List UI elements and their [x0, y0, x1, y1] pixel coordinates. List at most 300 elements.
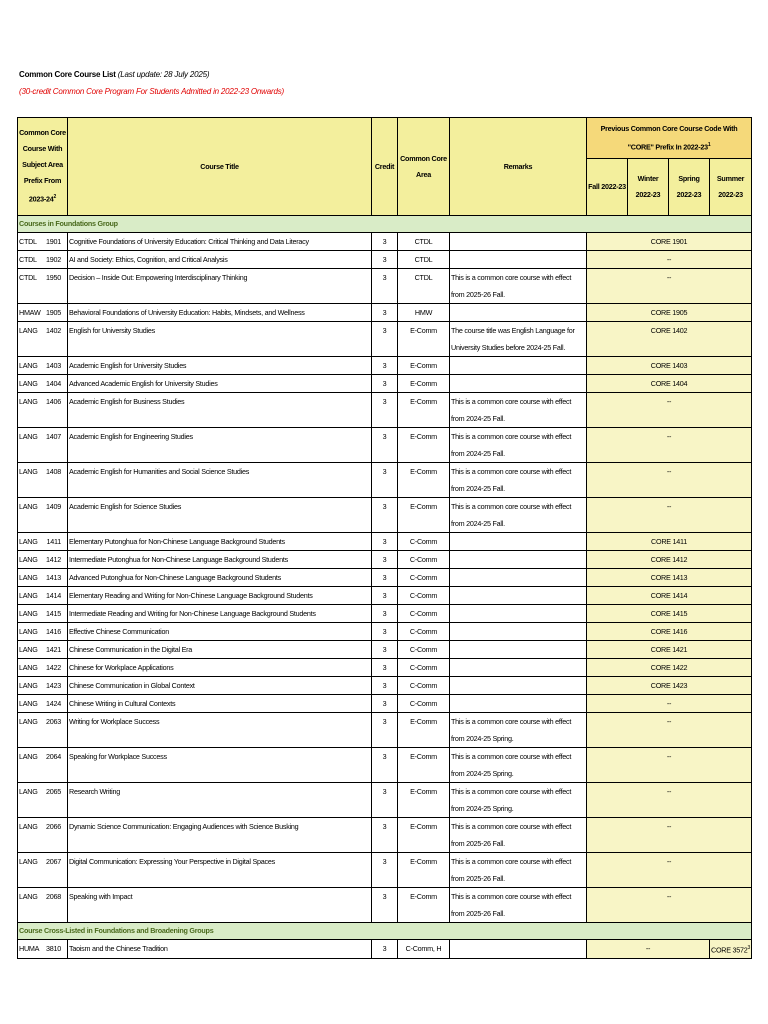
course-number: 1409 [46, 502, 61, 511]
course-title: Taoism and the Chinese Tradition [68, 940, 372, 959]
subject-prefix: LANG [19, 681, 38, 690]
course-number: 1408 [46, 467, 61, 476]
table-row [18, 677, 752, 695]
course-area: E-Comm [398, 428, 450, 463]
course-credit: 3 [372, 551, 398, 569]
course-area: E-Comm [398, 818, 450, 853]
course-number: 1950 [46, 273, 61, 282]
previous-core-code-summer [710, 940, 752, 959]
course-number: 1416 [46, 627, 61, 636]
course-remarks [450, 641, 587, 659]
subject-prefix: LANG [19, 555, 38, 564]
course-code-cell [18, 605, 68, 623]
course-number: 1905 [46, 308, 61, 317]
header-prev-text: Previous Common Core Course Code With "CORE" Prefix In 2022-23 [600, 123, 738, 152]
course-title: Advanced Putonghua for Non-Chinese Language Background Students [68, 569, 372, 587]
previous-core-code: -- [587, 713, 752, 748]
course-code-cell [18, 623, 68, 641]
course-area: C-Comm [398, 677, 450, 695]
course-credit: 3 [372, 853, 398, 888]
course-code [19, 357, 66, 374]
course-credit: 3 [372, 623, 398, 641]
table-row [18, 269, 752, 304]
course-code [19, 393, 66, 410]
course-code-cell [18, 888, 68, 923]
table-row [18, 375, 752, 393]
previous-core-code: -- [587, 818, 752, 853]
course-credit: 3 [372, 641, 398, 659]
course-credit: 3 [372, 713, 398, 748]
header-title: Course Title [68, 118, 372, 216]
previous-core-code: CORE 1423 [587, 677, 752, 695]
header-winter: Winter 2022-23 [628, 159, 669, 216]
subject-prefix: LANG [19, 591, 38, 600]
course-code-cell [18, 818, 68, 853]
course-number: 1412 [46, 555, 61, 564]
course-number: 2064 [46, 752, 61, 761]
document-subtitle: (30-credit Common Core Program For Students Admitted in 2022-23 Onwards) [19, 87, 284, 96]
group-row-crosslisted [18, 923, 752, 940]
previous-core-code: CORE 1901 [587, 233, 752, 251]
course-code-cell [18, 428, 68, 463]
course-title: Academic English for University Studies [68, 357, 372, 375]
course-number: 2065 [46, 787, 61, 796]
course-remarks [450, 233, 587, 251]
course-area: HMW [398, 304, 450, 322]
course-remarks [450, 375, 587, 393]
course-title: Chinese for Workplace Applications [68, 659, 372, 677]
header-credit: Credit [372, 118, 398, 216]
subject-prefix: LANG [19, 379, 38, 388]
course-code-cell [18, 587, 68, 605]
table-row [18, 713, 752, 748]
previous-core-code: -- [587, 251, 752, 269]
group-label-foundations: Courses in Foundations Group [18, 216, 752, 233]
course-code [19, 783, 66, 800]
course-code [19, 713, 66, 730]
course-code [19, 605, 66, 622]
previous-core-code: -- [587, 269, 752, 304]
previous-core-code: CORE 1416 [587, 623, 752, 641]
group-label-crosslisted: Course Cross-Listed in Foundations and Broadening Groups [18, 923, 752, 940]
course-code-cell [18, 375, 68, 393]
course-number: 1424 [46, 699, 61, 708]
course-code-cell [18, 269, 68, 304]
subject-prefix: LANG [19, 645, 38, 654]
course-credit: 3 [372, 233, 398, 251]
previous-core-code: -- [587, 783, 752, 818]
table-row [18, 605, 752, 623]
course-code-cell [18, 533, 68, 551]
table-row [18, 533, 752, 551]
course-code-cell [18, 551, 68, 569]
course-code [19, 533, 66, 550]
course-remarks [450, 605, 587, 623]
course-code-cell [18, 641, 68, 659]
previous-core-code: -- [587, 695, 752, 713]
subject-prefix: LANG [19, 432, 38, 441]
course-area: E-Comm [398, 375, 450, 393]
course-remarks: This is a common core course with effect from 2025-26 Fall. [450, 818, 587, 853]
course-code-cell [18, 940, 68, 959]
subject-prefix: CTDL [19, 237, 37, 246]
course-code [19, 428, 66, 445]
table-body [18, 216, 752, 959]
subject-prefix: LANG [19, 699, 38, 708]
course-code [19, 251, 66, 268]
subject-prefix: LANG [19, 787, 38, 796]
course-area: CTDL [398, 251, 450, 269]
subject-prefix: LANG [19, 609, 38, 618]
course-area: C-Comm [398, 641, 450, 659]
course-code-cell [18, 498, 68, 533]
course-remarks [450, 677, 587, 695]
course-code [19, 659, 66, 676]
course-area: C-Comm [398, 587, 450, 605]
course-credit: 3 [372, 375, 398, 393]
course-title: AI and Society: Ethics, Cognition, and Critical Analysis [68, 251, 372, 269]
course-code [19, 551, 66, 568]
table-row [18, 463, 752, 498]
header-spring: Spring 2022-23 [669, 159, 710, 216]
subject-prefix: LANG [19, 573, 38, 582]
course-area: E-Comm [398, 888, 450, 923]
table-row [18, 940, 752, 959]
summer-code-sup: 3 [747, 945, 751, 951]
course-credit: 3 [372, 533, 398, 551]
course-area: E-Comm [398, 393, 450, 428]
group-row-foundations [18, 216, 752, 233]
course-number: 1422 [46, 663, 61, 672]
course-number: 3810 [46, 944, 61, 953]
course-credit: 3 [372, 463, 398, 498]
course-area: C-Comm [398, 659, 450, 677]
table-row [18, 393, 752, 428]
header-row [18, 118, 752, 159]
course-title: Speaking for Workplace Success [68, 748, 372, 783]
course-remarks: This is a common core course with effect from 2024-25 Spring. [450, 783, 587, 818]
course-code-cell [18, 357, 68, 375]
previous-core-code: CORE 1421 [587, 641, 752, 659]
course-code [19, 940, 66, 957]
course-number: 1411 [46, 537, 61, 546]
course-area: C-Comm [398, 533, 450, 551]
subject-prefix: LANG [19, 663, 38, 672]
header-previous-code [587, 118, 752, 159]
header-code-text: Common Core Course With Subject Area Prefix From 2023-24 [19, 128, 66, 204]
subject-prefix: CTDL [19, 255, 37, 264]
course-code-cell [18, 569, 68, 587]
subject-prefix: CTDL [19, 273, 37, 282]
course-remarks [450, 569, 587, 587]
previous-core-code: CORE 1411 [587, 533, 752, 551]
header-code-sup: 2 [53, 194, 57, 201]
course-area: E-Comm [398, 748, 450, 783]
course-area: E-Comm [398, 498, 450, 533]
course-title: Decision – Inside Out: Empowering Interdisciplinary Thinking [68, 269, 372, 304]
course-title: Speaking with Impact [68, 888, 372, 923]
previous-core-code: CORE 1422 [587, 659, 752, 677]
course-code [19, 375, 66, 392]
course-code-cell [18, 748, 68, 783]
course-area: E-Comm [398, 853, 450, 888]
course-credit: 3 [372, 818, 398, 853]
course-credit: 3 [372, 748, 398, 783]
table-row [18, 357, 752, 375]
header-prev-sup: 1 [707, 141, 711, 148]
course-title: Cognitive Foundations of University Education: Critical Thinking and Data Literacy [68, 233, 372, 251]
course-number: 1406 [46, 397, 61, 406]
course-code [19, 677, 66, 694]
course-code [19, 587, 66, 604]
previous-core-code: -- [587, 888, 752, 923]
course-title: Academic English for Humanities and Social Science Studies [68, 463, 372, 498]
course-area: E-Comm [398, 463, 450, 498]
subject-prefix: LANG [19, 822, 38, 831]
previous-core-code: CORE 1413 [587, 569, 752, 587]
subject-prefix: LANG [19, 752, 38, 761]
subject-prefix: LANG [19, 467, 38, 476]
course-number: 2063 [46, 717, 61, 726]
table-row [18, 233, 752, 251]
course-code [19, 233, 66, 250]
course-remarks: This is a common core course with effect from 2025-26 Fall. [450, 853, 587, 888]
subject-prefix: LANG [19, 502, 38, 511]
course-code [19, 304, 66, 321]
course-number: 1413 [46, 573, 61, 582]
course-title: Digital Communication: Expressing Your Perspective in Digital Spaces [68, 853, 372, 888]
previous-core-code: CORE 1403 [587, 357, 752, 375]
previous-core-code: CORE 1412 [587, 551, 752, 569]
course-remarks: This is a common core course with effect from 2024-25 Fall. [450, 463, 587, 498]
course-number: 1421 [46, 645, 61, 654]
course-code-cell [18, 783, 68, 818]
course-number: 2067 [46, 857, 61, 866]
previous-core-code: -- [587, 940, 710, 959]
course-remarks: This is a common core course with effect from 2025-26 Fall. [450, 888, 587, 923]
course-number: 1902 [46, 255, 61, 264]
course-credit: 3 [372, 393, 398, 428]
subject-prefix: LANG [19, 361, 38, 370]
course-title: Advanced Academic English for University Studies [68, 375, 372, 393]
course-area: E-Comm [398, 713, 450, 748]
subject-prefix: HUMA [19, 944, 40, 953]
course-code-cell [18, 853, 68, 888]
course-code [19, 623, 66, 640]
course-code [19, 695, 66, 712]
course-credit: 3 [372, 783, 398, 818]
subject-prefix: HMAW [19, 308, 41, 317]
course-title: Intermediate Putonghua for Non-Chinese Language Background Students [68, 551, 372, 569]
course-code [19, 818, 66, 835]
course-title: Academic English for Science Studies [68, 498, 372, 533]
course-number: 1402 [46, 326, 61, 335]
previous-core-code: CORE 1404 [587, 375, 752, 393]
course-code [19, 569, 66, 586]
course-code [19, 888, 66, 905]
table-row [18, 587, 752, 605]
course-title: English for University Studies [68, 322, 372, 357]
table-row [18, 322, 752, 357]
previous-core-code: -- [587, 428, 752, 463]
course-area: C-Comm [398, 569, 450, 587]
course-area: C-Comm [398, 695, 450, 713]
previous-core-code: -- [587, 498, 752, 533]
previous-core-code: -- [587, 393, 752, 428]
course-credit: 3 [372, 322, 398, 357]
previous-core-code: CORE 1414 [587, 587, 752, 605]
course-code [19, 322, 66, 339]
course-remarks: This is a common core course with effect from 2024-25 Spring. [450, 713, 587, 748]
previous-core-code: -- [587, 853, 752, 888]
course-title: Academic English for Business Studies [68, 393, 372, 428]
course-number: 1414 [46, 591, 61, 600]
course-area: C-Comm [398, 623, 450, 641]
course-remarks: This is a common core course with effect from 2024-25 Fall. [450, 428, 587, 463]
course-remarks: This is a common core course with effect from 2024-25 Fall. [450, 498, 587, 533]
course-credit: 3 [372, 695, 398, 713]
header-fall: Fall 2022-23 [587, 159, 628, 216]
course-credit: 3 [372, 677, 398, 695]
course-code [19, 463, 66, 480]
course-code [19, 748, 66, 765]
table-row [18, 498, 752, 533]
course-code-cell [18, 304, 68, 322]
course-title: Elementary Reading and Writing for Non-Chinese Language Background Students [68, 587, 372, 605]
table-row [18, 783, 752, 818]
course-credit: 3 [372, 605, 398, 623]
header-remarks: Remarks [450, 118, 587, 216]
course-credit: 3 [372, 251, 398, 269]
subject-prefix: LANG [19, 537, 38, 546]
table-row [18, 623, 752, 641]
course-remarks [450, 695, 587, 713]
subject-prefix: LANG [19, 627, 38, 636]
table-row [18, 818, 752, 853]
course-credit: 3 [372, 428, 398, 463]
header-summer: Summer 2022-23 [710, 159, 752, 216]
course-code-cell [18, 695, 68, 713]
course-table [17, 117, 752, 959]
subject-prefix: LANG [19, 397, 38, 406]
course-title: Chinese Communication in the Digital Era [68, 641, 372, 659]
subject-prefix: LANG [19, 857, 38, 866]
course-area: E-Comm [398, 783, 450, 818]
course-remarks [450, 304, 587, 322]
course-credit: 3 [372, 940, 398, 959]
course-remarks [450, 623, 587, 641]
course-remarks: The course title was English Language for University Studies before 2024-25 Fall. [450, 322, 587, 357]
course-credit: 3 [372, 498, 398, 533]
previous-core-code: CORE 1402 [587, 322, 752, 357]
table-row [18, 695, 752, 713]
course-code-cell [18, 463, 68, 498]
course-code-cell [18, 677, 68, 695]
course-remarks [450, 551, 587, 569]
document-title [19, 70, 209, 79]
course-number: 2066 [46, 822, 61, 831]
course-remarks [450, 533, 587, 551]
course-area: C-Comm [398, 605, 450, 623]
subject-prefix: LANG [19, 717, 38, 726]
course-title: Elementary Putonghua for Non-Chinese Language Background Students [68, 533, 372, 551]
course-credit: 3 [372, 269, 398, 304]
course-area: E-Comm [398, 322, 450, 357]
course-area: C-Comm, H [398, 940, 450, 959]
course-remarks: This is a common core course with effect from 2024-25 Spring. [450, 748, 587, 783]
course-code [19, 269, 66, 286]
course-title: Intermediate Reading and Writing for Non-Chinese Language Background Students [68, 605, 372, 623]
title-text: Common Core Course List [19, 70, 116, 79]
header-area: Common Core Area [398, 118, 450, 216]
course-code-cell [18, 322, 68, 357]
table-row [18, 304, 752, 322]
course-number: 1901 [46, 237, 61, 246]
course-number: 1404 [46, 379, 61, 388]
course-remarks [450, 357, 587, 375]
course-code [19, 641, 66, 658]
course-title: Academic English for Engineering Studies [68, 428, 372, 463]
course-number: 1407 [46, 432, 61, 441]
course-remarks [450, 251, 587, 269]
course-remarks: This is a common core course with effect from 2024-25 Fall. [450, 393, 587, 428]
course-credit: 3 [372, 587, 398, 605]
course-area: C-Comm [398, 551, 450, 569]
course-title: Effective Chinese Communication [68, 623, 372, 641]
course-remarks [450, 659, 587, 677]
previous-core-code: -- [587, 463, 752, 498]
table-row [18, 551, 752, 569]
course-title: Behavioral Foundations of University Education: Habits, Mindsets, and Wellness [68, 304, 372, 322]
course-area: E-Comm [398, 357, 450, 375]
course-title: Chinese Communication in Global Context [68, 677, 372, 695]
table-row [18, 428, 752, 463]
course-number: 1423 [46, 681, 61, 690]
subject-prefix: LANG [19, 326, 38, 335]
summer-code-text: CORE 3572 [711, 945, 748, 955]
course-remarks [450, 940, 587, 959]
table-row [18, 251, 752, 269]
course-credit: 3 [372, 357, 398, 375]
course-credit: 3 [372, 569, 398, 587]
course-code-cell [18, 233, 68, 251]
course-number: 1415 [46, 609, 61, 618]
previous-core-code: CORE 1905 [587, 304, 752, 322]
course-code [19, 853, 66, 870]
course-title: Research Writing [68, 783, 372, 818]
course-code [19, 498, 66, 515]
course-number: 2068 [46, 892, 61, 901]
course-title: Chinese Writing in Cultural Contexts [68, 695, 372, 713]
course-title: Dynamic Science Communication: Engaging Audiences with Science Busking [68, 818, 372, 853]
course-area: CTDL [398, 269, 450, 304]
header-code [18, 118, 68, 216]
previous-core-code: -- [587, 748, 752, 783]
course-area: CTDL [398, 233, 450, 251]
table-row [18, 659, 752, 677]
course-remarks: This is a common core course with effect from 2025-26 Fall. [450, 269, 587, 304]
subject-prefix: LANG [19, 892, 38, 901]
course-title: Writing for Workplace Success [68, 713, 372, 748]
table-row [18, 853, 752, 888]
course-code-cell [18, 393, 68, 428]
course-credit: 3 [372, 304, 398, 322]
course-remarks [450, 587, 587, 605]
course-credit: 3 [372, 659, 398, 677]
title-note: (Last update: 28 July 2025) [117, 70, 210, 79]
table-row [18, 748, 752, 783]
course-number: 1403 [46, 361, 61, 370]
